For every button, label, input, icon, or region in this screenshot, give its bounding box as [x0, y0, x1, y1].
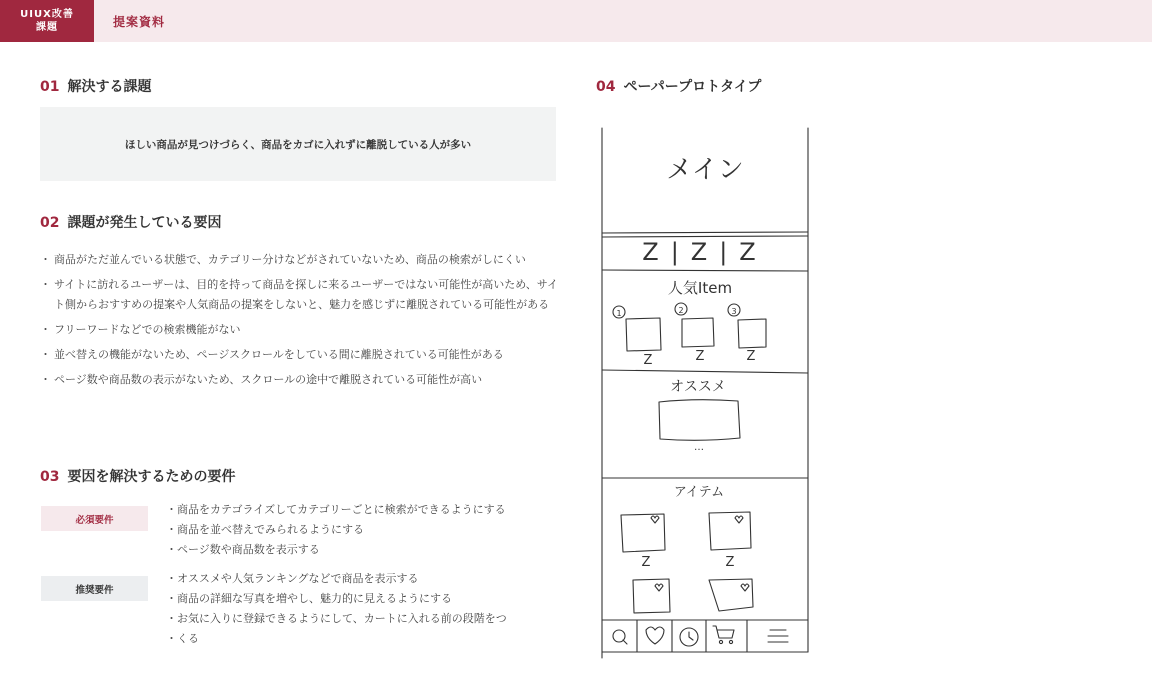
section-number: 01 — [40, 79, 60, 95]
price-mark: Z — [695, 349, 705, 364]
rank-number: 1 — [616, 309, 622, 318]
list-item: ・お気に入りに登録できるようにして、カートに入れる前の段階をつ — [166, 612, 507, 625]
list-item: ・ページ数や商品数を表示する — [166, 543, 320, 556]
search-icon[interactable] — [613, 630, 627, 644]
list-item: ・ 商品がただ並んでいる状態で、カテゴリー分けなどがされていないため、商品の検索がしにくい — [40, 250, 560, 270]
heart-icon — [741, 584, 749, 591]
list-item: ・ ページ数や商品数の表示がないため、スクロールの途中で離脱されている可能性が高い — [40, 370, 560, 390]
heart-icon[interactable] — [646, 627, 664, 644]
list-item: ・商品を並べ替えでみられるようにする — [166, 523, 364, 536]
problem-statement: ほしい商品が見つけづらく、商品をカゴに入れずに離脱している人が多い — [40, 107, 556, 181]
section-heading: 要因を解決するための要件 — [67, 469, 236, 485]
divider — [602, 370, 808, 373]
product-box — [633, 579, 670, 613]
section-heading: 課題が発生している要因 — [67, 215, 222, 231]
product-box — [621, 514, 665, 552]
list-item: ・ 並べ替えの機能がないため、ページスクロールをしている間に離脱されている可能性がある — [40, 345, 560, 365]
recommended-requirement-badge: 推奨要件 — [41, 576, 148, 601]
section-heading: 解決する課題 — [67, 79, 152, 95]
sketch-osusume-label: オススメ — [670, 379, 726, 395]
product-box — [709, 512, 751, 550]
menu-icon[interactable] — [768, 630, 788, 642]
sketch-main-label: メイン — [666, 155, 744, 185]
section-number: 03 — [40, 469, 60, 485]
sketch-popular-label: 人気Item — [667, 279, 733, 297]
brand-line2: 課題 — [36, 22, 58, 33]
brand-badge[interactable] — [0, 0, 94, 42]
rank-number: 2 — [678, 306, 684, 315]
must-requirement-list — [166, 500, 566, 560]
heart-icon — [735, 516, 743, 523]
product-box — [738, 319, 766, 348]
section-number: 04 — [596, 79, 616, 95]
product-box — [626, 318, 661, 351]
recommended-requirement-list — [166, 569, 566, 649]
divider — [602, 232, 808, 233]
section-heading: ペーパープロトタイプ — [623, 79, 762, 95]
top-bar — [0, 0, 1152, 42]
heart-icon — [651, 516, 659, 523]
brand-line1: UIUX改善 — [20, 9, 74, 20]
sketch-items-label: アイテム — [673, 485, 725, 500]
price-mark: Z — [725, 555, 735, 570]
list-item: ・オススメや人気ランキングなどで商品を表示する — [166, 572, 419, 585]
paper-prototype-sketch — [596, 120, 826, 665]
more-dots: … — [694, 442, 704, 453]
recommend-banner-box — [659, 400, 740, 441]
must-requirement-badge: 必須要件 — [41, 506, 148, 531]
section-02-title — [40, 212, 221, 232]
cause-list — [40, 250, 560, 395]
price-mark: Z — [641, 555, 651, 570]
section-04-title — [596, 76, 761, 96]
must-requirements — [40, 500, 560, 566]
price-mark: Z — [643, 353, 653, 368]
list-item: ・ サイトに訪れるユーザーは、目的を持って商品を探しに来るユーザーではない可能性が高いため、サイト側からおすすめの提案や人気商品の提案をしないと、魅力を感じずに離脱されている可能性がある — [40, 275, 560, 315]
product-box — [682, 318, 714, 347]
sketch-banner-label: Z|Z|Z — [642, 238, 768, 266]
divider — [602, 236, 808, 237]
rank-number: 3 — [731, 307, 737, 316]
section-03-title — [40, 466, 235, 486]
heart-icon — [655, 584, 663, 591]
section-number: 02 — [40, 215, 60, 231]
tab-proposal[interactable]: 提案資料 — [113, 15, 166, 29]
recommended-requirements — [40, 569, 560, 655]
price-mark: Z — [746, 349, 756, 364]
list-item: ・くる — [166, 632, 199, 645]
cart-icon[interactable] — [713, 626, 734, 644]
list-item: ・ フリーワードなどでの検索機能がない — [40, 320, 560, 340]
clock-icon[interactable] — [680, 628, 698, 646]
list-item: ・商品の詳細な写真を増やし、魅力的に見えるようにする — [166, 592, 452, 605]
list-item: ・商品をカテゴライズしてカテゴリーごとに検索ができるようにする — [166, 503, 506, 516]
divider — [602, 270, 808, 271]
section-01-title — [40, 76, 151, 96]
